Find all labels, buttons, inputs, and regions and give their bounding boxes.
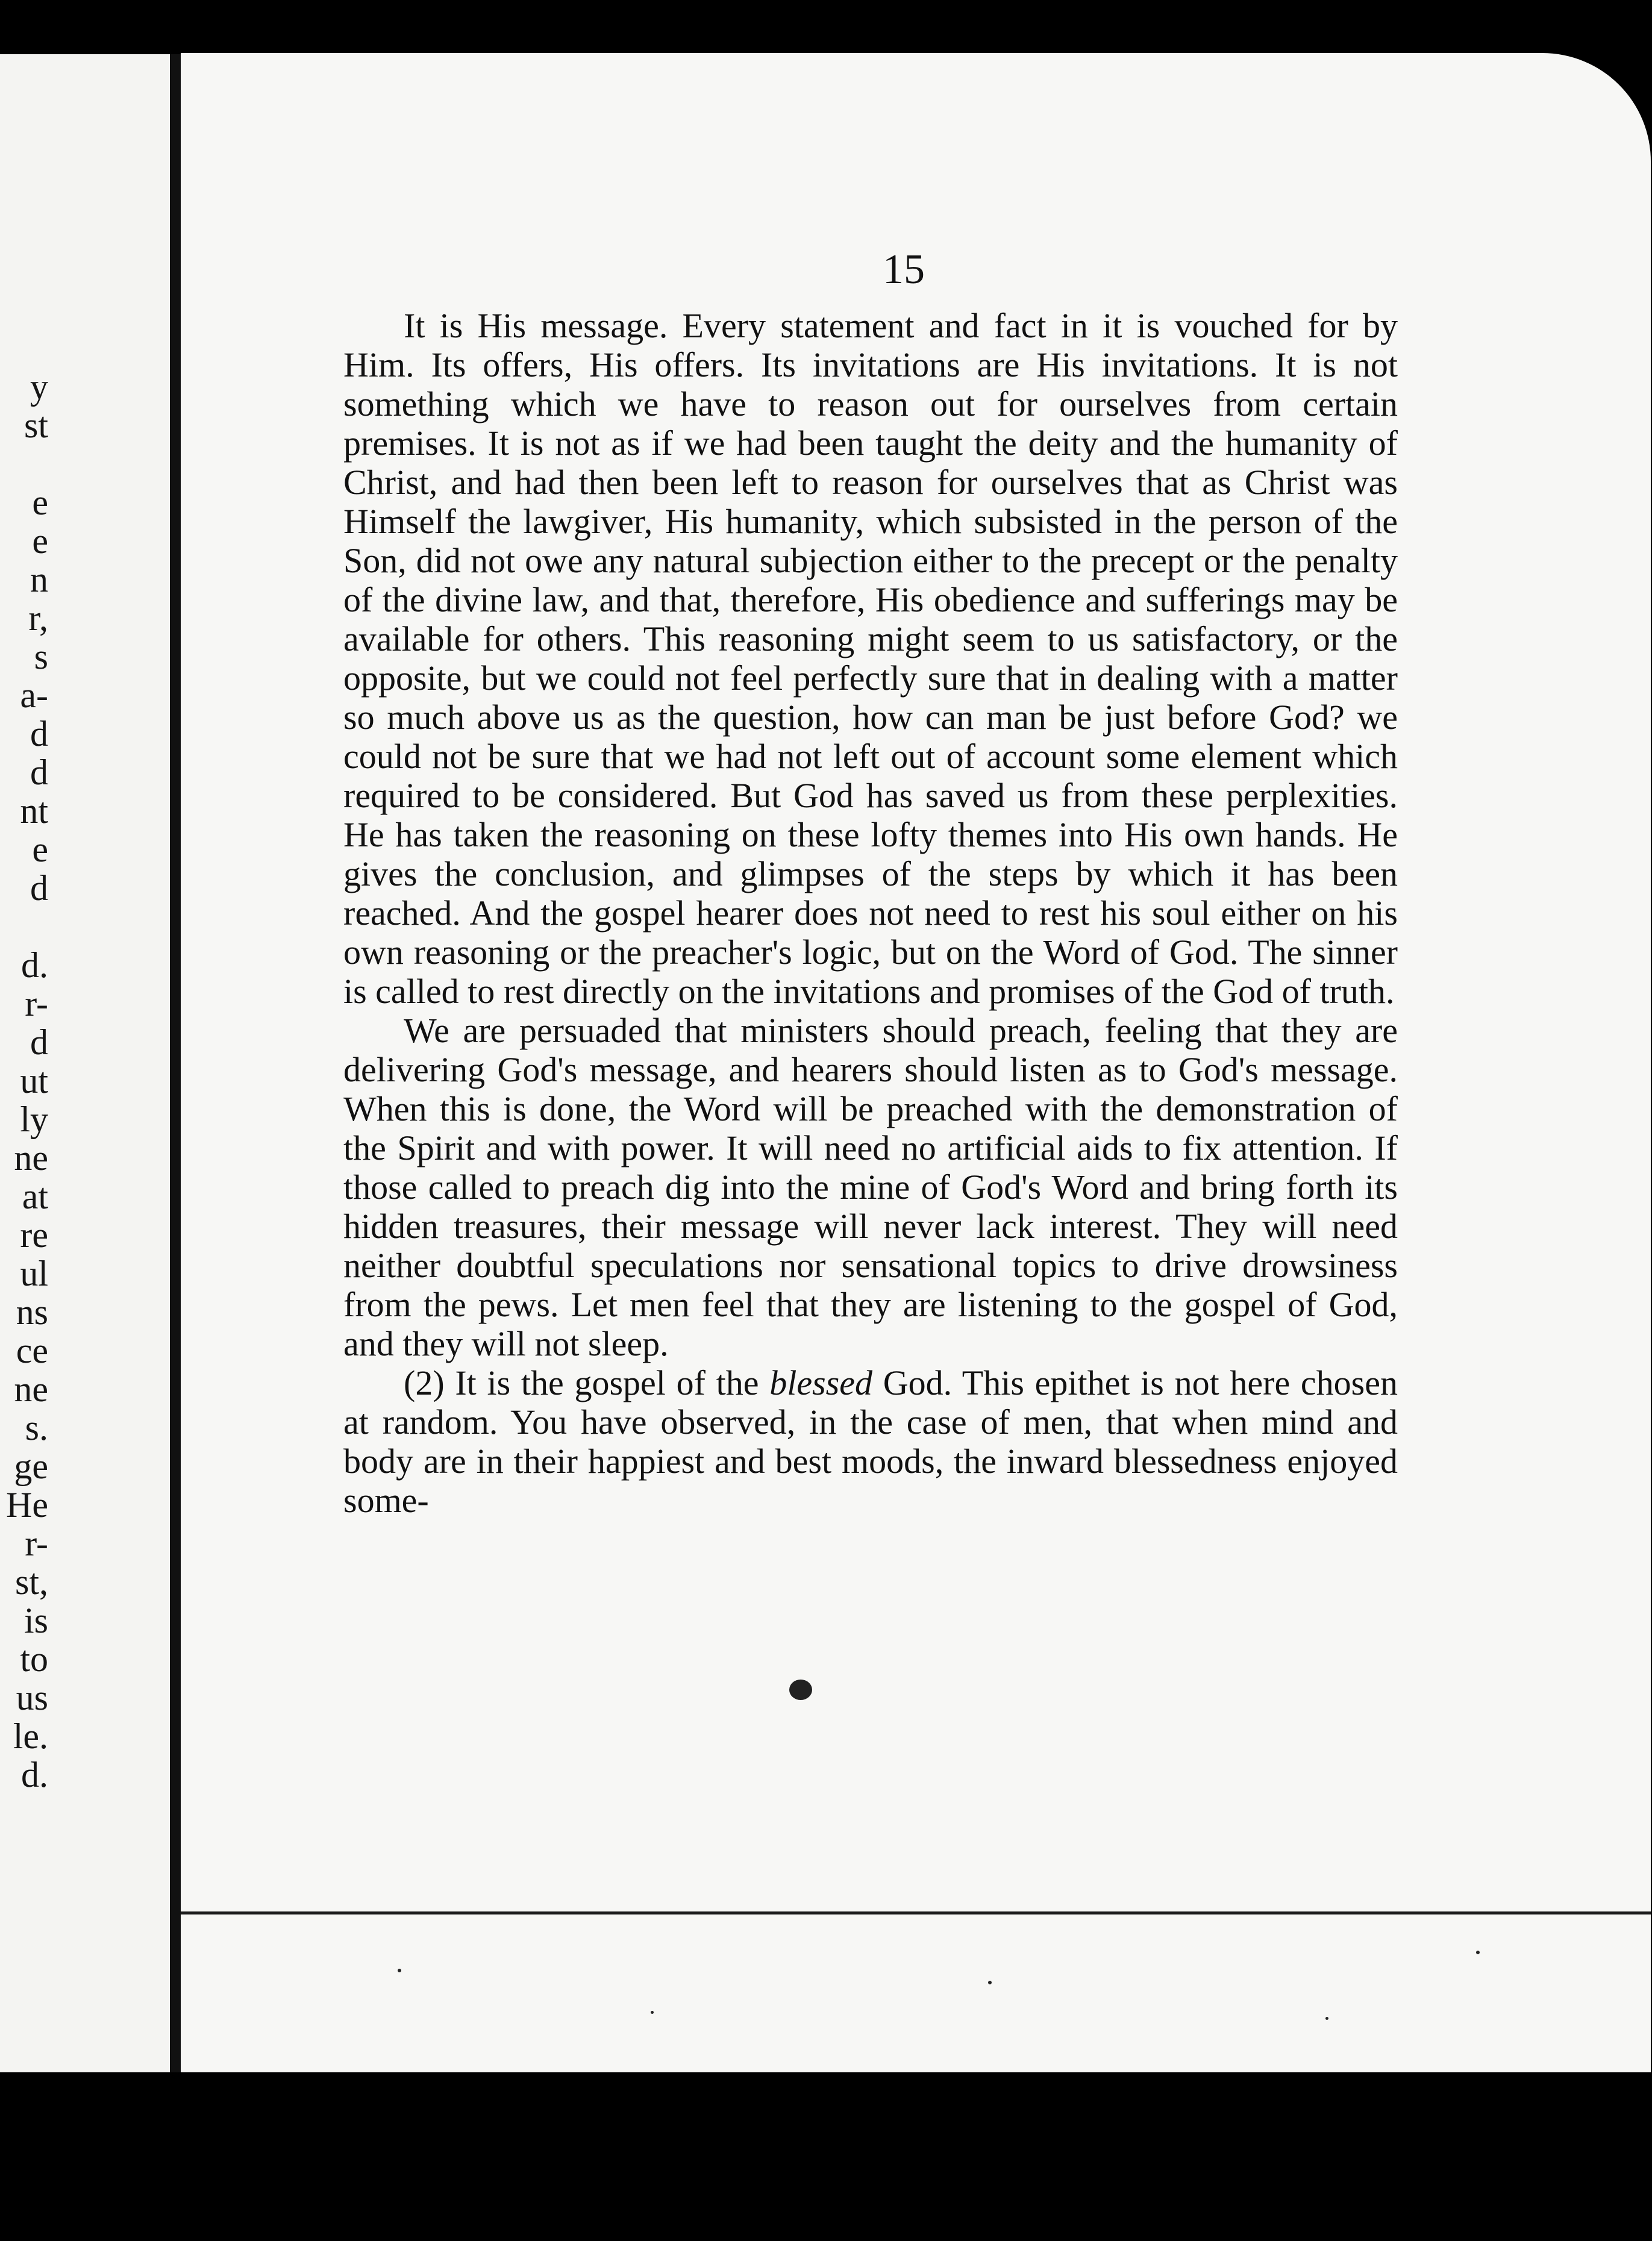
- scan-top-border: [0, 0, 1652, 54]
- facing-page-fragment: y: [30, 367, 48, 407]
- facing-page-fragment: st,: [14, 1562, 48, 1602]
- facing-page-fragment: ns: [16, 1292, 48, 1332]
- facing-page-fragment: e: [32, 830, 48, 869]
- gutter-line: [170, 54, 181, 2072]
- facing-page-fragment: d: [30, 714, 48, 754]
- facing-page-fragment: a-: [20, 675, 48, 715]
- facing-page-fragment: d.: [21, 1755, 48, 1795]
- facing-page-fragment: nt: [20, 791, 48, 831]
- paragraph-2: We are persuaded that ministers should preach, feeling that they are delivering God's message, and hearers should listen as to God's message. When this is done, the Word will be preached with the demonstration of the Spirit and with power. It will need no artificial aids to fix attention. If those called to preach dig into the mine of God's Word and bring forth its hidden treasures, their message will never lack interest. They will need neither doubtful speculations nor sensational topics to drive drowsiness from the pews. Let men feel that they are listening to the gospel of God, and they will not sleep.: [343, 1011, 1398, 1363]
- facing-page-text-fragments: [0, 367, 48, 1794]
- page-number: 15: [883, 246, 925, 293]
- paragraph-3-emphasis: blessed: [769, 1363, 872, 1402]
- facing-page-fragment: re: [20, 1215, 48, 1255]
- facing-page-fragment: at: [22, 1177, 48, 1216]
- facing-page-fragment: s.: [25, 1408, 48, 1448]
- facing-page-fragment: ne: [14, 1369, 48, 1409]
- facing-page-fragment: n: [30, 560, 48, 599]
- facing-page-fragment: ly: [20, 1099, 48, 1139]
- facing-page-fragment: d: [30, 868, 48, 908]
- facing-page-fragment: r,: [28, 598, 48, 638]
- facing-page-fragment: d: [30, 1022, 48, 1062]
- paragraph-3-lead: (2) It is the gospel of the: [404, 1363, 770, 1402]
- paragraph-3-rest: God. This epithet is not here chosen at random. You have observed, in the case of men, that when mind and body are in their happiest and best moods, the inward blessedness enjoyed some-: [343, 1363, 1398, 1520]
- facing-page-fragment: ne: [14, 1138, 48, 1178]
- facing-page-fragment: e: [32, 521, 48, 561]
- book-page: [181, 53, 1651, 2072]
- facing-page-fragment: to: [20, 1639, 48, 1679]
- facing-page-fragment: d.: [21, 945, 48, 985]
- facing-page-fragment: d: [30, 752, 48, 792]
- scan-bottom-border: [0, 2072, 1652, 2241]
- facing-page-fragment: le.: [13, 1716, 48, 1756]
- facing-page-fragment: st: [23, 405, 48, 445]
- facing-page-fragment: s: [34, 637, 48, 677]
- facing-page-fragment: us: [16, 1678, 48, 1717]
- paragraph-3: [343, 1363, 1398, 1520]
- facing-page-fragment: ul: [20, 1254, 48, 1293]
- page-bottom-rule: [181, 1911, 1651, 1914]
- paragraph-1: It is His message. Every statement and fact in it is vouched for by Him. Its offers, His offers. Its invitations are His invitations. It is not something which we have to reason out for ourselves from certain premises. It is not as if we had been taught the deity and the humanity of Christ, and had then been left to reason for ourselves that as Christ was Himself the lawgiver, His humanity, which subsisted in the person of the Son, did not owe any natural subjection either to the precept or the penalty of the divine law, and that, therefore, His obedience and sufferings may be available for others. This reasoning might seem to us satisfactory, or the opposite, but we could not feel perfectly sure that in dealing with a matter so much above us as the question, how can man be just before God? we could not be sure that we had not left out of account some element which required to be considered. But God has saved us from these perplexities. He has taken the reasoning on these lofty themes into His own hands. He gives the conclusion, and glimpses of the steps by which it has been reached. And the gospel hearer does not need to rest his soul either on his own reasoning or the preacher's logic, but on the Word of God. The sinner is called to rest directly on the invitations and promises of the God of truth.: [343, 306, 1398, 1011]
- facing-page-fragment: ut: [20, 1061, 48, 1101]
- facing-page-edge: [0, 54, 181, 2072]
- facing-page-fragment: [0, 445, 48, 483]
- facing-page-fragment: is: [23, 1601, 48, 1640]
- facing-page-fragment: r-: [25, 984, 48, 1024]
- page-body: [343, 306, 1398, 1520]
- facing-page-fragment: ce: [16, 1331, 48, 1371]
- facing-page-fragment: He: [6, 1485, 48, 1525]
- facing-page-fragment: [0, 907, 48, 946]
- facing-page-fragment: r-: [25, 1524, 48, 1563]
- facing-page-fragment: ge: [14, 1446, 48, 1486]
- facing-page-fragment: e: [32, 483, 48, 522]
